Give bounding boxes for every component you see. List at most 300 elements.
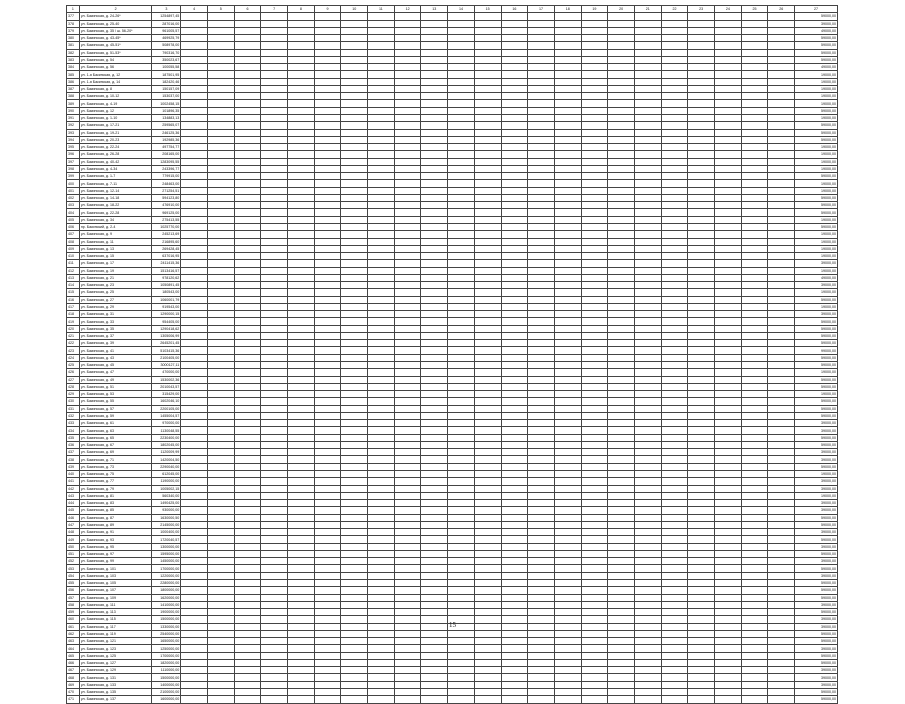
- value-cell: [394, 579, 421, 586]
- total-cell: 1900000,00: [152, 609, 181, 616]
- value-cell: [261, 659, 288, 666]
- value-cell: [394, 456, 421, 463]
- value-cell: [394, 471, 421, 478]
- value-cell: [421, 434, 448, 441]
- value-cell: [207, 78, 234, 85]
- value-cell: [528, 471, 555, 478]
- value-cell: [181, 20, 208, 27]
- value-cell: [554, 260, 581, 267]
- value-cell: [688, 587, 715, 594]
- value-cell: [608, 216, 635, 223]
- total-cell: 2290040,00: [152, 463, 181, 470]
- value-cell: [314, 667, 341, 674]
- column-header: 7: [261, 6, 288, 13]
- value-cell: [314, 64, 341, 71]
- value-cell: [501, 550, 528, 557]
- value-cell: [474, 420, 501, 427]
- value-cell: [528, 122, 555, 129]
- limit-cell: 19000,00: [795, 471, 838, 478]
- value-cell: [608, 20, 635, 27]
- value-cell: [394, 173, 421, 180]
- value-cell: [528, 260, 555, 267]
- row-number-cell: 455: [67, 579, 80, 586]
- value-cell: [448, 369, 475, 376]
- value-cell: [207, 471, 234, 478]
- value-cell: [581, 398, 608, 405]
- value-cell: [314, 441, 341, 448]
- value-cell: [554, 107, 581, 114]
- address-cell: ул. Бакинская, д. 40-42: [79, 158, 152, 165]
- value-cell: [394, 202, 421, 209]
- value-cell: [608, 536, 635, 543]
- value-cell: [715, 180, 742, 187]
- value-cell: [261, 412, 288, 419]
- table-row: [67, 521, 838, 528]
- value-cell: [715, 543, 742, 550]
- value-cell: [181, 318, 208, 325]
- value-cell: [234, 354, 261, 361]
- value-cell: [234, 274, 261, 281]
- value-cell: [741, 412, 768, 419]
- value-cell: [608, 340, 635, 347]
- value-cell: [314, 56, 341, 63]
- value-cell: [368, 536, 395, 543]
- row-number-cell: 394: [67, 136, 80, 143]
- row-number-cell: 377: [67, 13, 80, 20]
- value-cell: [554, 151, 581, 158]
- total-cell: 287016,00: [152, 20, 181, 27]
- value-cell: [181, 340, 208, 347]
- value-cell: [581, 13, 608, 20]
- table-row: [67, 427, 838, 434]
- total-cell: 2411415,36: [152, 260, 181, 267]
- value-cell: [741, 492, 768, 499]
- value-cell: [741, 274, 768, 281]
- value-cell: [474, 383, 501, 390]
- value-cell: [207, 303, 234, 310]
- row-number-cell: 454: [67, 572, 80, 579]
- value-cell: [634, 165, 661, 172]
- value-cell: [368, 383, 395, 390]
- value-cell: [554, 391, 581, 398]
- value-cell: [341, 362, 368, 369]
- value-cell: [661, 536, 688, 543]
- value-cell: [554, 485, 581, 492]
- address-cell: ул. Бакинская, д. 13: [79, 245, 152, 252]
- limit-cell: 19000,00: [795, 253, 838, 260]
- value-cell: [421, 223, 448, 230]
- value-cell: [474, 296, 501, 303]
- table-row: [67, 260, 838, 267]
- value-cell: [661, 318, 688, 325]
- value-cell: [768, 85, 795, 92]
- value-cell: [234, 27, 261, 34]
- value-cell: [634, 376, 661, 383]
- value-cell: [715, 42, 742, 49]
- value-cell: [368, 122, 395, 129]
- row-number-cell: 460: [67, 616, 80, 623]
- value-cell: [768, 420, 795, 427]
- value-cell: [261, 376, 288, 383]
- total-cell: 180543,00: [152, 289, 181, 296]
- value-cell: [634, 42, 661, 49]
- value-cell: [288, 369, 315, 376]
- value-cell: [501, 572, 528, 579]
- value-cell: [634, 543, 661, 550]
- value-cell: [368, 85, 395, 92]
- value-cell: [368, 282, 395, 289]
- value-cell: [741, 85, 768, 92]
- value-cell: [741, 587, 768, 594]
- value-cell: [314, 383, 341, 390]
- value-cell: [554, 550, 581, 557]
- value-cell: [234, 245, 261, 252]
- value-cell: [688, 340, 715, 347]
- value-cell: [528, 78, 555, 85]
- value-cell: [688, 674, 715, 681]
- value-cell: [261, 71, 288, 78]
- value-cell: [207, 209, 234, 216]
- value-cell: [634, 107, 661, 114]
- address-cell: ул. Бакинская, д. 71: [79, 456, 152, 463]
- value-cell: [448, 659, 475, 666]
- row-number-cell: 403: [67, 202, 80, 209]
- value-cell: [261, 238, 288, 245]
- value-cell: [634, 601, 661, 608]
- value-cell: [581, 630, 608, 637]
- value-cell: [634, 630, 661, 637]
- limit-cell: 49000,00: [795, 64, 838, 71]
- value-cell: [688, 311, 715, 318]
- value-cell: [501, 362, 528, 369]
- value-cell: [207, 645, 234, 652]
- value-cell: [501, 64, 528, 71]
- value-cell: [207, 376, 234, 383]
- value-cell: [207, 594, 234, 601]
- value-cell: [554, 216, 581, 223]
- value-cell: [528, 688, 555, 695]
- value-cell: [528, 434, 555, 441]
- value-cell: [741, 20, 768, 27]
- row-number-cell: 444: [67, 500, 80, 507]
- limit-cell: 59000,00: [795, 630, 838, 637]
- value-cell: [368, 449, 395, 456]
- limit-cell: 59000,00: [795, 325, 838, 332]
- value-cell: [261, 398, 288, 405]
- value-cell: [207, 114, 234, 121]
- value-cell: [608, 332, 635, 339]
- value-cell: [528, 231, 555, 238]
- value-cell: [234, 129, 261, 136]
- value-cell: [421, 245, 448, 252]
- address-cell: ул. Бакинская, д. 14-18: [79, 194, 152, 201]
- value-cell: [448, 202, 475, 209]
- value-cell: [554, 311, 581, 318]
- value-cell: [581, 391, 608, 398]
- table-row: [67, 42, 838, 49]
- value-cell: [341, 260, 368, 267]
- value-cell: [234, 311, 261, 318]
- value-cell: [207, 630, 234, 637]
- value-cell: [207, 231, 234, 238]
- value-cell: [634, 194, 661, 201]
- value-cell: [234, 165, 261, 172]
- value-cell: [234, 238, 261, 245]
- limit-cell: 39000,00: [795, 485, 838, 492]
- value-cell: [341, 194, 368, 201]
- value-cell: [474, 347, 501, 354]
- value-cell: [634, 579, 661, 586]
- value-cell: [474, 165, 501, 172]
- value-cell: [661, 456, 688, 463]
- value-cell: [501, 696, 528, 703]
- value-cell: [474, 500, 501, 507]
- value-cell: [715, 64, 742, 71]
- row-number-cell: 393: [67, 129, 80, 136]
- value-cell: [421, 369, 448, 376]
- value-cell: [261, 427, 288, 434]
- value-cell: [234, 42, 261, 49]
- value-cell: [608, 507, 635, 514]
- value-cell: [368, 434, 395, 441]
- value-cell: [581, 318, 608, 325]
- value-cell: [207, 492, 234, 499]
- total-cell: 1190000,00: [152, 478, 181, 485]
- value-cell: [528, 362, 555, 369]
- value-cell: [661, 296, 688, 303]
- value-cell: [741, 652, 768, 659]
- limit-cell: 59000,00: [795, 194, 838, 201]
- total-cell: 101896,35: [152, 107, 181, 114]
- value-cell: [261, 253, 288, 260]
- address-cell: ул. Бакинская, д. 47: [79, 369, 152, 376]
- value-cell: [394, 332, 421, 339]
- value-cell: [501, 216, 528, 223]
- value-cell: [634, 434, 661, 441]
- value-cell: [528, 536, 555, 543]
- value-cell: [368, 194, 395, 201]
- value-cell: [288, 85, 315, 92]
- value-cell: [634, 64, 661, 71]
- value-cell: [715, 282, 742, 289]
- value-cell: [741, 144, 768, 151]
- value-cell: [688, 354, 715, 361]
- value-cell: [501, 274, 528, 281]
- value-cell: [661, 194, 688, 201]
- limit-cell: 59000,00: [795, 463, 838, 470]
- value-cell: [368, 412, 395, 419]
- value-cell: [368, 20, 395, 27]
- total-cell: 779915,00: [152, 173, 181, 180]
- value-cell: [501, 202, 528, 209]
- value-cell: [608, 267, 635, 274]
- value-cell: [368, 202, 395, 209]
- value-cell: [715, 318, 742, 325]
- limit-cell: 19000,00: [795, 303, 838, 310]
- value-cell: [288, 122, 315, 129]
- value-cell: [715, 529, 742, 536]
- value-cell: [768, 71, 795, 78]
- limit-cell: 19000,00: [795, 492, 838, 499]
- value-cell: [421, 318, 448, 325]
- table-row: [67, 78, 838, 85]
- value-cell: [341, 638, 368, 645]
- limit-cell: 39000,00: [795, 601, 838, 608]
- address-cell: ул. Бакинская, д. 127: [79, 659, 152, 666]
- value-cell: [581, 56, 608, 63]
- value-cell: [181, 463, 208, 470]
- value-cell: [768, 245, 795, 252]
- value-cell: [554, 231, 581, 238]
- value-cell: [421, 56, 448, 63]
- value-cell: [394, 667, 421, 674]
- value-cell: [234, 558, 261, 565]
- value-cell: [368, 289, 395, 296]
- value-cell: [394, 27, 421, 34]
- value-cell: [394, 274, 421, 281]
- limit-cell: 59000,00: [795, 514, 838, 521]
- value-cell: [715, 27, 742, 34]
- address-cell: ул. Бакинская, д. 7-11: [79, 180, 152, 187]
- table-row: [67, 85, 838, 92]
- value-cell: [715, 471, 742, 478]
- value-cell: [394, 231, 421, 238]
- value-cell: [661, 93, 688, 100]
- value-cell: [341, 274, 368, 281]
- value-cell: [608, 27, 635, 34]
- value-cell: [715, 514, 742, 521]
- value-cell: [528, 71, 555, 78]
- value-cell: [741, 202, 768, 209]
- value-cell: [661, 20, 688, 27]
- value-cell: [741, 78, 768, 85]
- value-cell: [207, 13, 234, 20]
- value-cell: [261, 158, 288, 165]
- value-cell: [768, 158, 795, 165]
- row-number-cell: 386: [67, 78, 80, 85]
- column-header: 19: [581, 6, 608, 13]
- value-cell: [581, 594, 608, 601]
- value-cell: [314, 609, 341, 616]
- value-cell: [421, 122, 448, 129]
- value-cell: [528, 100, 555, 107]
- value-cell: [261, 231, 288, 238]
- value-cell: [368, 579, 395, 586]
- value-cell: [421, 93, 448, 100]
- row-number-cell: 419: [67, 318, 80, 325]
- total-cell: 1595000,00: [152, 550, 181, 557]
- value-cell: [341, 376, 368, 383]
- value-cell: [768, 165, 795, 172]
- value-cell: [634, 296, 661, 303]
- total-cell: 1290000,15: [152, 311, 181, 318]
- row-number-cell: 397: [67, 158, 80, 165]
- value-cell: [581, 158, 608, 165]
- value-cell: [474, 667, 501, 674]
- value-cell: [634, 521, 661, 528]
- table-row: [67, 311, 838, 318]
- total-cell: 1120009,99: [152, 449, 181, 456]
- value-cell: [421, 391, 448, 398]
- value-cell: [554, 579, 581, 586]
- table-row: [67, 485, 838, 492]
- value-cell: [394, 347, 421, 354]
- value-cell: [234, 638, 261, 645]
- value-cell: [261, 609, 288, 616]
- value-cell: [394, 151, 421, 158]
- value-cell: [394, 696, 421, 703]
- value-cell: [341, 681, 368, 688]
- value-cell: [474, 49, 501, 56]
- value-cell: [715, 107, 742, 114]
- value-cell: [528, 645, 555, 652]
- address-cell: ул. Бакинская, д. 75: [79, 471, 152, 478]
- value-cell: [288, 231, 315, 238]
- value-cell: [288, 238, 315, 245]
- value-cell: [261, 282, 288, 289]
- value-cell: [288, 158, 315, 165]
- value-cell: [341, 492, 368, 499]
- address-cell: ул. Бакинская, д. 73: [79, 463, 152, 470]
- value-cell: [661, 638, 688, 645]
- value-cell: [341, 507, 368, 514]
- value-cell: [261, 405, 288, 412]
- value-cell: [715, 579, 742, 586]
- value-cell: [501, 638, 528, 645]
- value-cell: [394, 652, 421, 659]
- value-cell: [207, 420, 234, 427]
- value-cell: [474, 521, 501, 528]
- total-cell: 954405,00: [152, 318, 181, 325]
- value-cell: [314, 412, 341, 419]
- value-cell: [501, 49, 528, 56]
- value-cell: [581, 412, 608, 419]
- total-cell: 100055,58: [152, 64, 181, 71]
- value-cell: [661, 652, 688, 659]
- value-cell: [608, 485, 635, 492]
- value-cell: [661, 659, 688, 666]
- value-cell: [314, 449, 341, 456]
- value-cell: [501, 194, 528, 201]
- value-cell: [501, 93, 528, 100]
- value-cell: [341, 296, 368, 303]
- address-cell: ул. Бакинская, д. 29: [79, 303, 152, 310]
- value-cell: [261, 340, 288, 347]
- address-cell: ул. Бакинская, д. 56: [79, 64, 152, 71]
- value-cell: [528, 165, 555, 172]
- value-cell: [634, 412, 661, 419]
- column-header: 27: [795, 6, 838, 13]
- value-cell: [181, 601, 208, 608]
- value-cell: [394, 427, 421, 434]
- total-cell: 1700000,00: [152, 652, 181, 659]
- value-cell: [368, 311, 395, 318]
- value-cell: [261, 383, 288, 390]
- value-cell: [448, 572, 475, 579]
- value-cell: [581, 347, 608, 354]
- value-cell: [314, 136, 341, 143]
- value-cell: [421, 536, 448, 543]
- limit-cell: 19000,00: [795, 231, 838, 238]
- value-cell: [608, 412, 635, 419]
- value-cell: [768, 144, 795, 151]
- value-cell: [394, 492, 421, 499]
- value-cell: [421, 456, 448, 463]
- address-cell: ул. Бакинская, д. 19: [79, 267, 152, 274]
- value-cell: [528, 659, 555, 666]
- total-cell: 1330000,00: [152, 623, 181, 630]
- value-cell: [234, 609, 261, 616]
